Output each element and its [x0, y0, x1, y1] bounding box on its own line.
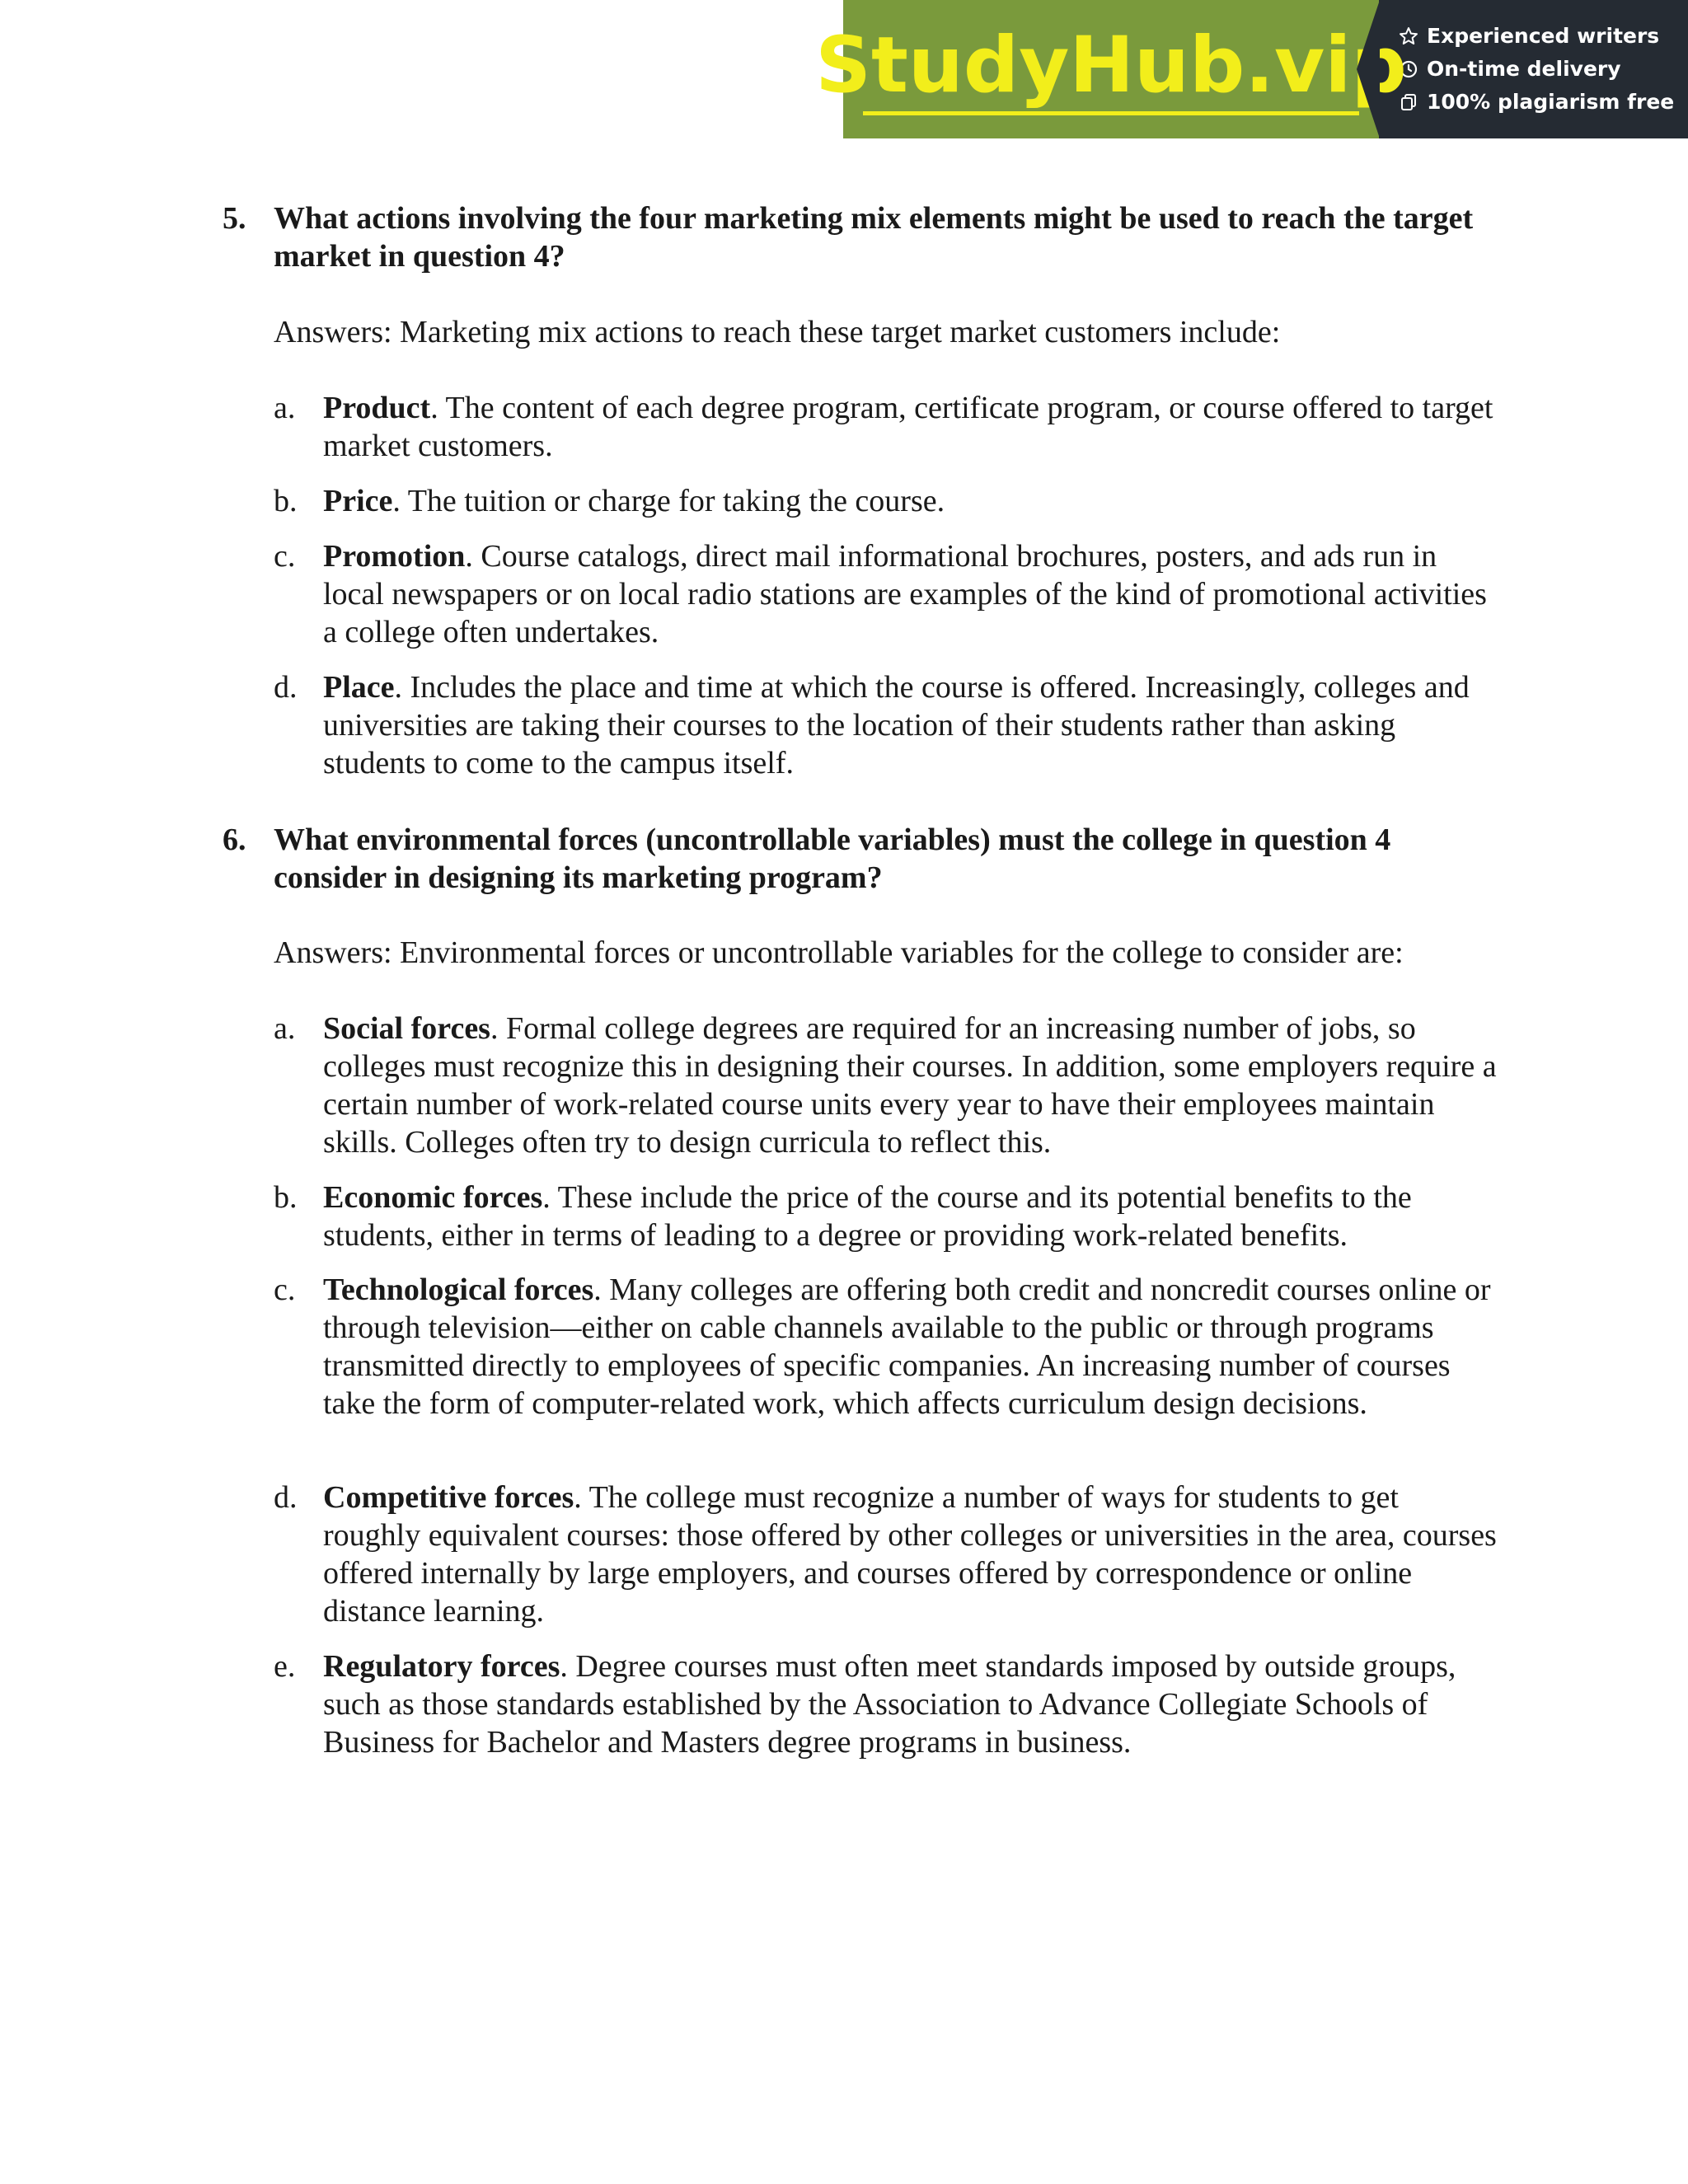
item-text: . The college must recognize a number of ways for students to get roughly equivalent courses: those offered by other colleges or universities in the area, courses offered internally by large employers, and courses offered by correspondence or online distance learning.	[323, 1480, 1497, 1629]
list-item	[274, 389, 1502, 465]
item-text: . Formal college degrees are required for an increasing number of jobs, so colleges must recognize this in designing their courses. In addition, some employers require a certain number of work-related course units every year to have their employees maintain skills. Colleges often try to design curricula to reflect this.	[323, 1011, 1497, 1160]
logo-text: StudyHub.vip	[815, 21, 1407, 110]
item-letter: d.	[274, 670, 298, 705]
item-term: Product	[323, 391, 431, 425]
answers-intro: Answers: Environmental forces or uncontrollable variables for the college to consider are:	[274, 935, 1404, 970]
item-term: Social forces	[323, 1011, 490, 1046]
item-text: . Many colleges are offering both credit and noncredit courses online or through television—either on cable channels available to the public or through programs transmitted directly to employees of specific companies. An increasing number of courses take the form of computer-related work, which affects curriculum design decisions.	[323, 1272, 1491, 1421]
question-text: What environmental forces (uncontrollable variables) must the college in question 4 consider in designing its marketing program?	[274, 823, 1391, 895]
list-item	[274, 1010, 1502, 1161]
item-letter: b.	[274, 484, 298, 518]
item-letter: d.	[274, 1480, 298, 1515]
item-text: . Includes the place and time at which the course is offered. Increasingly, colleges and universities are taking their courses to the location of their students rather than asking students to come to the campus itself.	[323, 670, 1470, 780]
list-item	[274, 1479, 1502, 1630]
feature-plagiarism-free	[1399, 89, 1688, 115]
item-text: . These include the price of the course and its potential benefits to the students, either in terms of leading to a degree or providing work-related benefits.	[323, 1180, 1412, 1253]
item-body	[323, 1647, 1502, 1761]
item-letter: c.	[274, 539, 296, 574]
item-body	[323, 668, 1502, 782]
feature-label: On-time delivery	[1427, 57, 1621, 81]
item-term: Promotion	[323, 539, 466, 574]
item-letter: a.	[274, 391, 296, 425]
studyhub-logo[interactable]	[815, 0, 1407, 138]
list-item	[274, 482, 1502, 520]
item-body	[323, 482, 1502, 520]
answers-intro: Answers: Marketing mix actions to reach these target market customers include:	[274, 315, 1281, 349]
question-5	[223, 199, 1508, 275]
item-letter: a.	[274, 1011, 296, 1046]
item-text: . The content of each degree program, certificate program, or course offered to target market customers.	[323, 391, 1493, 463]
item-body	[323, 1271, 1502, 1422]
item-text: . The tuition or charge for taking the course.	[392, 484, 945, 518]
list-item	[274, 668, 1502, 782]
item-body	[323, 1479, 1502, 1630]
question-6	[223, 821, 1508, 897]
list-item	[274, 537, 1502, 651]
list-item	[274, 1647, 1502, 1761]
item-term: Regulatory forces	[323, 1649, 560, 1684]
item-term: Economic forces	[323, 1180, 543, 1215]
question-number: 6.	[223, 823, 246, 857]
item-term: Technological forces	[323, 1272, 594, 1307]
logo-underline	[863, 111, 1359, 115]
studyhub-banner[interactable]	[815, 0, 1688, 138]
item-letter: c.	[274, 1272, 296, 1307]
list-item	[274, 1271, 1502, 1422]
feature-label: 100% plagiarism free	[1427, 90, 1675, 114]
feature-label: Experienced writers	[1427, 24, 1660, 48]
item-term: Price	[323, 484, 393, 518]
item-body	[323, 1010, 1502, 1161]
item-letter: b.	[274, 1180, 298, 1215]
question-text: What actions involving the four marketing mix elements might be used to reach the target market in question 4?	[274, 201, 1474, 274]
feature-on-time-delivery	[1399, 56, 1688, 82]
feature-experienced-writers	[1399, 23, 1688, 49]
banner-notch	[1357, 0, 1380, 138]
item-term: Place	[323, 670, 395, 705]
item-body	[323, 537, 1502, 651]
item-letter: e.	[274, 1649, 296, 1684]
item-term: Competitive forces	[323, 1480, 574, 1515]
item-body	[323, 1179, 1502, 1254]
banner-features	[1379, 0, 1688, 138]
item-text: . Course catalogs, direct mail informational brochures, posters, and ads run in local newspapers or on local radio stations are examples of the kind of promotional activities a college often undertakes.	[323, 539, 1487, 649]
list-item	[274, 1179, 1502, 1254]
item-text: . Degree courses must often meet standards imposed by outside groups, such as those standards established by the Association to Advance Collegiate Schools of Business for Bachelor and Masters degree programs in business.	[323, 1649, 1456, 1760]
item-body	[323, 389, 1502, 465]
question-number: 5.	[223, 201, 246, 236]
